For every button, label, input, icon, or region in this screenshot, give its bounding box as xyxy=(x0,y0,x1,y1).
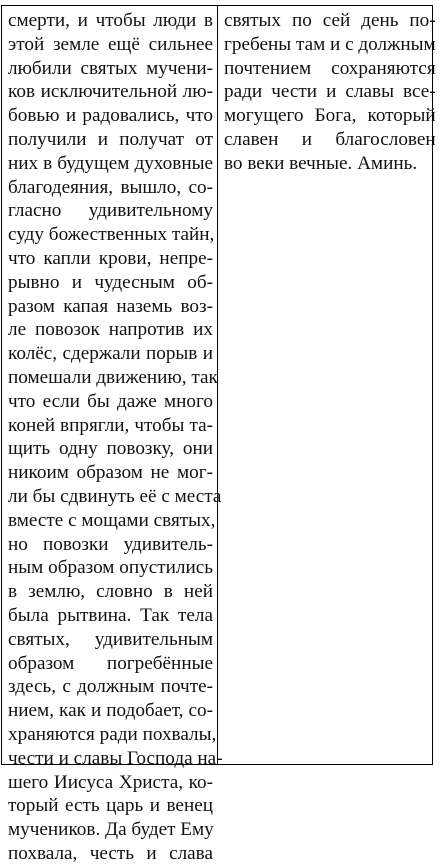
left-column-line: мучеников. Да будет Ему xyxy=(8,819,214,841)
left-column-line: помешали движению, так xyxy=(8,366,218,388)
left-column-line: храняются ради похвалы, xyxy=(8,723,217,745)
left-column-line: но повозки удивитель- xyxy=(8,533,213,555)
left-column-line: шего Иисуса Христа, ко- xyxy=(8,771,213,793)
left-column-line: что если бы даже много xyxy=(8,390,213,412)
left-column-line: в землю, словно в ней xyxy=(8,581,213,603)
left-column-line: колёс, сдержали порыв и xyxy=(8,343,213,365)
left-column xyxy=(2,6,223,864)
left-column-line: чести и славы Господа на- xyxy=(8,747,223,769)
left-column-line: ков исключительной лю- xyxy=(8,81,213,103)
left-column-line: ле повозок напротив их xyxy=(8,319,213,341)
left-column-line: этой земле ещё сильнее xyxy=(8,33,213,55)
left-column-line: щить одну повозку, они xyxy=(8,438,213,460)
two-column-table xyxy=(1,5,436,864)
left-column-line: суду божественных тайн, xyxy=(8,224,215,246)
left-column-line: здесь, с должным почте- xyxy=(8,676,213,698)
right-column-line: почтением сохраняются xyxy=(224,57,436,79)
left-column-line: любили святых мучени- xyxy=(8,57,213,79)
right-column-line: ради чести и славы все- xyxy=(224,81,436,103)
left-column-line: нием, как и подобает, со- xyxy=(8,700,213,722)
left-column-line: святых, удивительным xyxy=(8,628,213,650)
left-column-line: вместе с мощами святых, xyxy=(8,509,216,531)
left-column-line: что капли крови, непре- xyxy=(8,247,213,269)
right-column-line: гребены там и с должным xyxy=(224,33,436,55)
right-column-line: славен и благословен xyxy=(224,128,436,150)
left-column-line: рывно и чудесным об- xyxy=(8,271,213,293)
right-column-line: во веки вечные. Аминь. xyxy=(224,152,418,174)
left-column-line: гласно удивительному xyxy=(8,200,213,222)
left-column-line: ли бы сдвинуть её с места xyxy=(8,485,222,507)
left-column-line: разом капая наземь воз- xyxy=(8,295,213,317)
left-column-line: них в будущем духовные xyxy=(8,152,213,174)
right-column xyxy=(218,6,440,764)
left-column-line: ным образом опустились xyxy=(8,557,213,579)
left-column-line: была рытвина. Так тела xyxy=(8,604,213,626)
left-column-line: смерти, и чтобы люди в xyxy=(8,10,213,31)
left-column-line: никоим образом не мог- xyxy=(8,462,213,484)
left-column-line: получили и получат от xyxy=(8,128,213,150)
left-column-line: коней впрягли, чтобы та- xyxy=(8,414,213,436)
right-column-line: могущего Бога, который xyxy=(224,105,436,127)
right-column-line: святых по сей день по- xyxy=(224,10,436,31)
left-column-line: торый есть царь и венец xyxy=(8,795,213,817)
left-column-line: бовью и радовались, что xyxy=(8,105,213,127)
left-column-line: похвала, честь и слава xyxy=(8,842,213,864)
left-column-line: благодеяния, вышло, со- xyxy=(8,176,213,198)
left-column-line: образом погребённые xyxy=(8,652,213,674)
